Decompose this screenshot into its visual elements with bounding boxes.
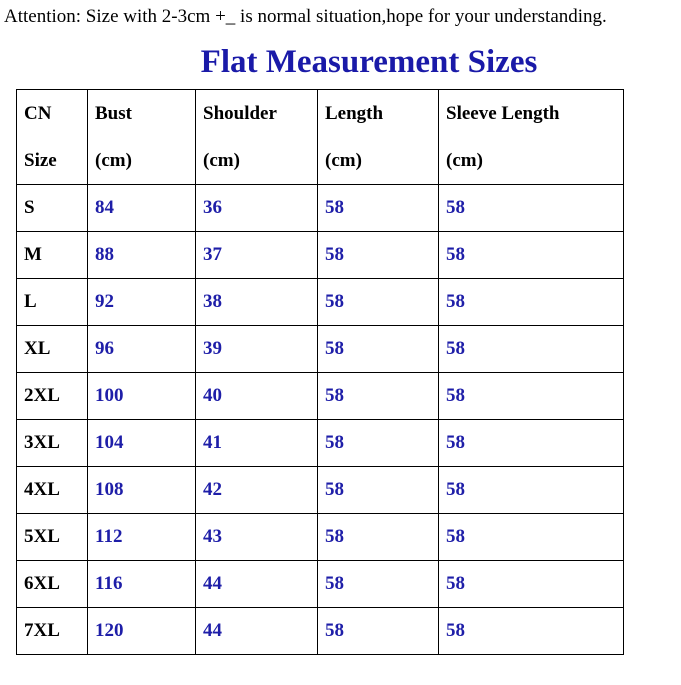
header-unit: (cm) xyxy=(95,150,132,171)
cell-length: 58 xyxy=(318,467,439,514)
table-row xyxy=(17,185,624,232)
table-row xyxy=(17,326,624,373)
cell-shoulder: 39 xyxy=(196,326,318,373)
cell-size: M xyxy=(17,232,88,279)
cell-size: 2XL xyxy=(17,373,88,420)
cell-size: 7XL xyxy=(17,608,88,655)
header-label: CN xyxy=(24,103,52,124)
cell-sleeve-length: 58 xyxy=(439,467,624,514)
header-label: Length xyxy=(325,103,384,124)
cell-length: 58 xyxy=(318,279,439,326)
cell-shoulder: 37 xyxy=(196,232,318,279)
header-unit: (cm) xyxy=(446,150,483,171)
cell-sleeve-length: 58 xyxy=(439,185,624,232)
header-label: Shoulder xyxy=(203,103,277,124)
cell-sleeve-length: 58 xyxy=(439,561,624,608)
header-unit: Size xyxy=(24,150,57,171)
table-row xyxy=(17,561,624,608)
cell-size: XL xyxy=(17,326,88,373)
table-row xyxy=(17,279,624,326)
cell-bust: 104 xyxy=(88,420,196,467)
cell-sleeve-length: 58 xyxy=(439,326,624,373)
cell-length: 58 xyxy=(318,185,439,232)
cell-sleeve-length: 58 xyxy=(439,420,624,467)
header-unit: (cm) xyxy=(325,150,362,171)
cell-length: 58 xyxy=(318,326,439,373)
cell-bust: 88 xyxy=(88,232,196,279)
header-label: Sleeve Length xyxy=(446,103,560,124)
size-table xyxy=(16,89,624,655)
cell-bust: 108 xyxy=(88,467,196,514)
cell-length: 58 xyxy=(318,561,439,608)
table-row xyxy=(17,373,624,420)
cell-size: 4XL xyxy=(17,467,88,514)
page-title: Flat Measurement Sizes xyxy=(200,44,538,80)
cell-shoulder: 44 xyxy=(196,608,318,655)
cell-bust: 100 xyxy=(88,373,196,420)
cell-sleeve-length: 58 xyxy=(439,279,624,326)
cell-bust: 116 xyxy=(88,561,196,608)
cell-shoulder: 36 xyxy=(196,185,318,232)
cell-length: 58 xyxy=(318,373,439,420)
header-cell-length xyxy=(318,90,439,185)
cell-shoulder: 44 xyxy=(196,561,318,608)
cell-size: 6XL xyxy=(17,561,88,608)
header-cell-shoulder xyxy=(196,90,318,185)
cell-length: 58 xyxy=(318,420,439,467)
cell-bust: 92 xyxy=(88,279,196,326)
header-label: Bust xyxy=(95,103,132,124)
header-cell-sleeve-length xyxy=(439,90,624,185)
cell-shoulder: 41 xyxy=(196,420,318,467)
cell-bust: 96 xyxy=(88,326,196,373)
cell-size: S xyxy=(17,185,88,232)
table-row xyxy=(17,232,624,279)
cell-length: 58 xyxy=(318,608,439,655)
cell-bust: 112 xyxy=(88,514,196,561)
table-row xyxy=(17,467,624,514)
cell-sleeve-length: 58 xyxy=(439,373,624,420)
cell-size: L xyxy=(17,279,88,326)
header-cell-bust xyxy=(88,90,196,185)
table-row xyxy=(17,420,624,467)
cell-bust: 120 xyxy=(88,608,196,655)
cell-size: 5XL xyxy=(17,514,88,561)
cell-sleeve-length: 58 xyxy=(439,514,624,561)
cell-shoulder: 43 xyxy=(196,514,318,561)
cell-sleeve-length: 58 xyxy=(439,608,624,655)
header-unit: (cm) xyxy=(203,150,240,171)
table-row xyxy=(17,514,624,561)
cell-shoulder: 40 xyxy=(196,373,318,420)
header-cell-size xyxy=(17,90,88,185)
cell-size: 3XL xyxy=(17,420,88,467)
table-row xyxy=(17,608,624,655)
cell-shoulder: 42 xyxy=(196,467,318,514)
cell-sleeve-length: 58 xyxy=(439,232,624,279)
attention-note: Attention: Size with 2-3cm +_ is normal situation,hope for your understanding. xyxy=(4,6,607,27)
cell-shoulder: 38 xyxy=(196,279,318,326)
cell-length: 58 xyxy=(318,232,439,279)
cell-bust: 84 xyxy=(88,185,196,232)
cell-length: 58 xyxy=(318,514,439,561)
table-header-row xyxy=(17,90,624,185)
